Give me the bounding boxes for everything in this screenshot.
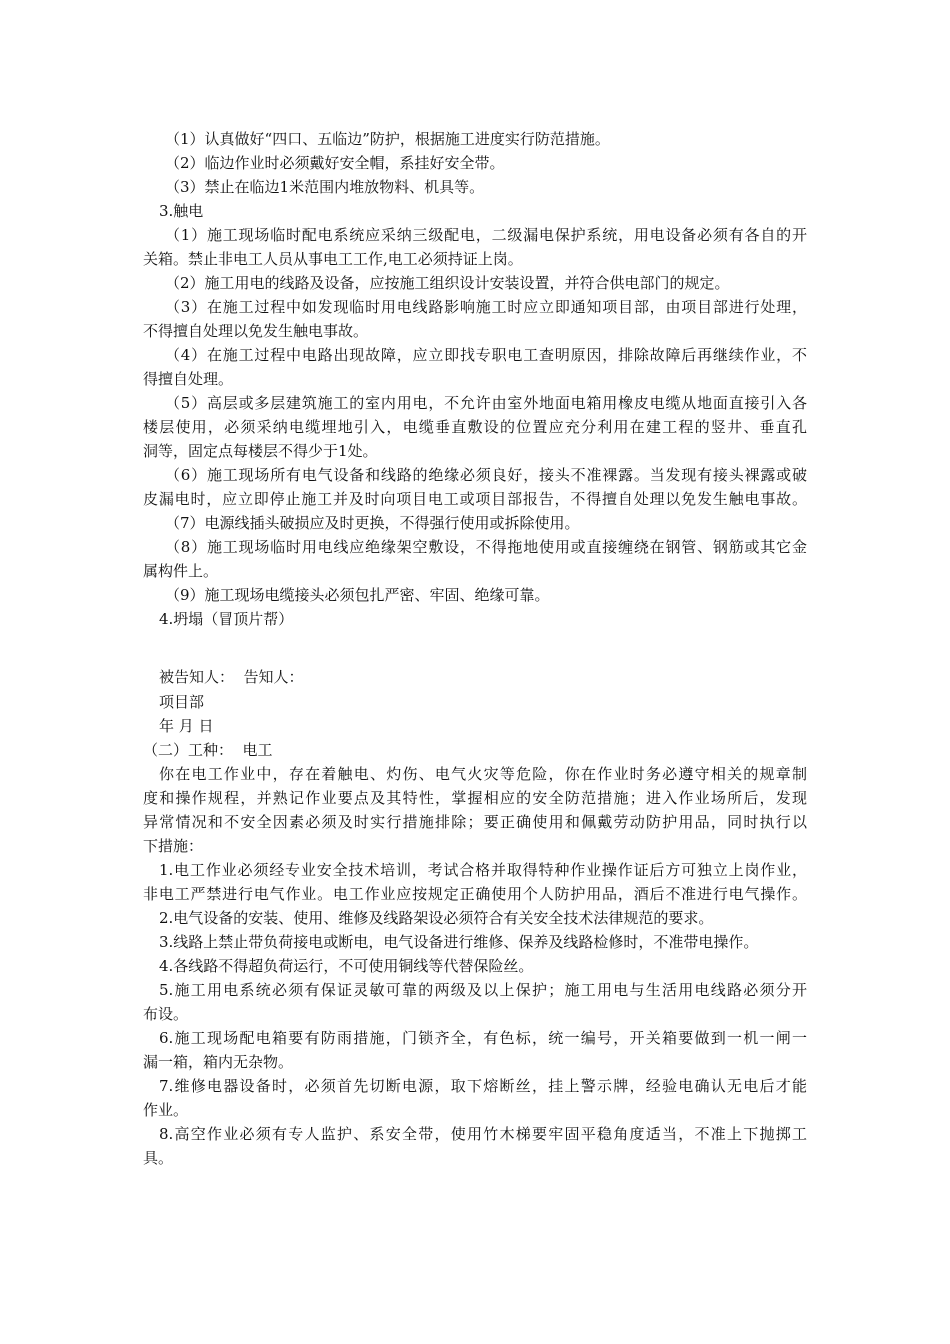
text-line: （2）临边作业时必须戴好安全帽，系挂好安全带。	[165, 154, 505, 172]
text-line: （1）施工现场临时配电系统应采纳三级配电，二级漏电保护系统，用电设备必须有各自的开	[165, 226, 807, 244]
text-line: （5）高层或多层建筑施工的室内用电，不允许由室外地面电箱用橡皮电缆从地面直接引入各	[165, 394, 807, 412]
date-line: 年 月 日	[159, 717, 214, 735]
section-heading: 4.坍塌（冒顶片帮）	[159, 610, 294, 628]
text-line: （8）施工现场临时用电线应绝缘架空敷设，不得拖地使用或直接缠绕在钢管、钢筋或其它金	[165, 538, 807, 556]
text-line: 2.电气设备的安装、使用、维修及线路架设必须符合有关安全技术法律规范的要求。	[159, 909, 714, 927]
text-line: 属构件上。	[143, 562, 219, 580]
text-line: 不得擅自处理以免发生触电事故。	[143, 322, 369, 340]
text-line: 楼层使用，必须采纳电缆埋地引入，电缆垂直敷设的位置应充分利用在建工程的竖井、垂直孔	[143, 418, 807, 436]
signature-line: 被告知人： 告知人：	[159, 668, 304, 686]
text-line: 3.线路上禁止带负荷接电或断电，电气设备进行维修、保养及线路检修时，不准带电操作。	[159, 933, 759, 951]
department-label: 项目部	[159, 693, 205, 711]
text-line: 皮漏电时，应立即停止施工并及时向项目电工或项目部报告，不得擅自处理以免发生触电事故。	[143, 490, 807, 508]
text-line: （3）在施工过程中如发现临时用电线路影响施工时应立即通知项目部，由项目部进行处理，	[165, 298, 807, 316]
text-line: （7）电源线插头破损应及时更换，不得强行使用或拆除使用。	[165, 514, 580, 532]
text-line: 非电工严禁进行电气作业。电工作业应按规定正确使用个人防护用品，酒后不准进行电气操作。	[143, 885, 807, 903]
text-line: （2）施工用电的线路及设备，应按施工组织设计安装设置，并符合供电部门的规定。	[165, 274, 730, 292]
text-line: 6.施工现场配电箱要有防雨措施，门锁齐全，有色标，统一编号，开关箱要做到一机一闸一	[159, 1029, 807, 1047]
text-line: 5.施工用电系统必须有保证灵敏可靠的两级及以上保护；施工用电与生活用电线路必须分开	[159, 981, 807, 999]
text-line: 7.维修电器设备时，必须首先切断电源，取下熔断丝，挂上警示牌，经验电确认无电后才能	[159, 1077, 807, 1095]
text-line: （3）禁止在临边1米范围内堆放物料、机具等。	[165, 178, 485, 196]
section-heading: 3.触电	[159, 202, 204, 220]
text-line: 布设。	[143, 1005, 189, 1023]
text-line: 4.各线路不得超负荷运行，不可使用铜线等代替保险丝。	[159, 957, 534, 975]
text-line: 得擅自处理。	[143, 370, 234, 388]
text-line: 度和操作规程，并熟记作业要点及其特性，掌握相应的安全防范措施；进入作业场所后，发现	[143, 789, 807, 807]
text-line: 洞等，固定点每楼层不得少于1处。	[143, 442, 378, 460]
job-type-heading: （二）工种： 电工	[143, 741, 273, 759]
text-line: （4）在施工过程中电路出现故障，应立即找专职电工查明原因，排除故障后再继续作业，不	[165, 346, 807, 364]
text-line: 8.高空作业必须有专人监护、系安全带，使用竹木梯要牢固平稳角度适当，不准上下抛掷工	[159, 1125, 807, 1143]
text-line: 1.电工作业必须经专业安全技术培训，考试合格并取得特种作业操作证后方可独立上岗作业，	[159, 861, 807, 879]
text-line: 下措施：	[143, 837, 204, 855]
text-line: 关箱。禁止非电工人员从事电工工作,电工必须持证上岗。	[143, 250, 523, 268]
text-line: （6）施工现场所有电气设备和线路的绝缘必须良好，接头不准裸露。当发现有接头裸露或破	[165, 466, 807, 484]
text-line: 作业。	[143, 1101, 189, 1119]
text-line: 具。	[143, 1149, 174, 1167]
text-line: 异常情况和不安全因素必须及时实行措施排除；要正确使用和佩戴劳动防护用品，同时执行以	[143, 813, 807, 831]
text-line: 你在电工作业中，存在着触电、灼伤、电气火灾等危险，你在作业时务必遵守相关的规章制	[159, 765, 807, 783]
text-line: （9）施工现场电缆接头必须包扎严密、牢固、绝缘可靠。	[165, 586, 550, 604]
text-line: 漏一箱，箱内无杂物。	[143, 1053, 294, 1071]
text-line: （1）认真做好“四口、五临边”防护，根据施工进度实行防范措施。	[165, 130, 610, 148]
